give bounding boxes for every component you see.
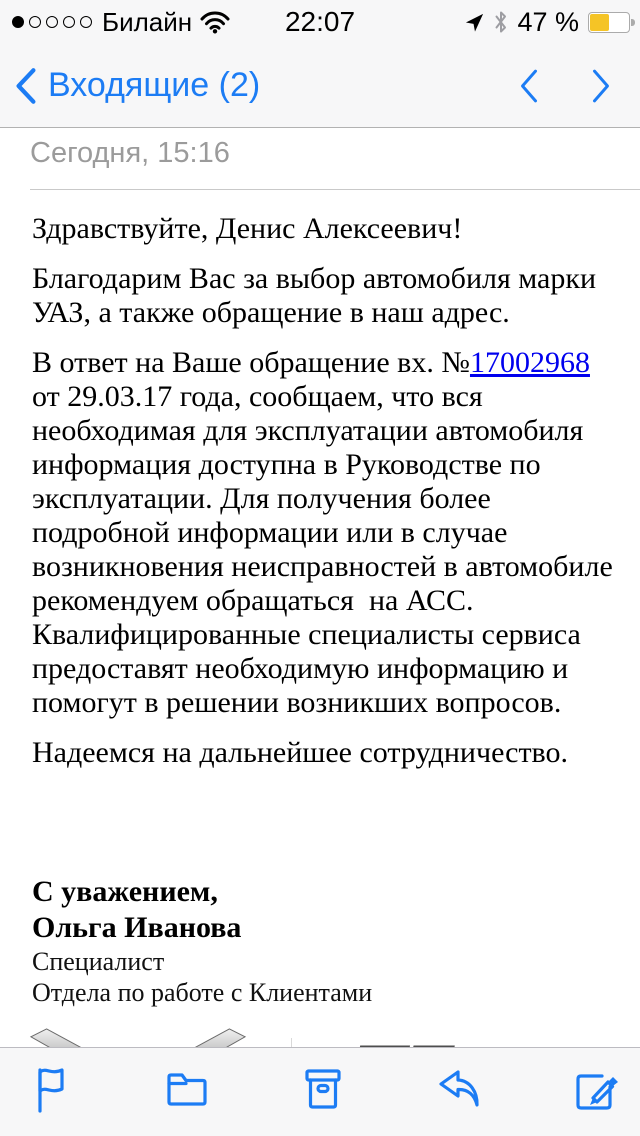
email-body [32, 212, 621, 1008]
status-bar-right [464, 0, 630, 44]
battery-icon [588, 12, 630, 33]
anniversary-75-text [352, 1026, 454, 1047]
uaz-75th-anniversary-logo-image [348, 1026, 528, 1047]
message-date: Сегодня, 15:16 [30, 137, 230, 169]
logo-divider [291, 1038, 292, 1047]
reply-button[interactable] [435, 1063, 483, 1115]
signature-spacer [32, 786, 614, 874]
location-arrow-icon [464, 12, 485, 33]
uaz-logo-image [25, 1022, 251, 1047]
carrier-label: Билайн [102, 6, 193, 37]
bottom-toolbar [0, 1047, 640, 1136]
request-number-link[interactable]: 17002968 [469, 346, 590, 379]
clock: 22:07 [284, 6, 356, 37]
greeting-paragraph: Здравствуйте, Денис Алексеевич! [32, 212, 463, 245]
signature-name: Ольга Иванова [32, 911, 242, 944]
header-divider [30, 189, 640, 190]
closing-paragraph: Надеемся на дальнейшее сотрудничество. [32, 736, 569, 769]
status-bar-left [0, 7, 230, 38]
compose-icon [571, 1065, 619, 1113]
compose-button[interactable] [571, 1063, 619, 1115]
previous-message-button chevron-left-icon[interactable] [516, 65, 542, 107]
main-paragraph-before-link: В ответ на Ваше обращение вх. № [32, 346, 470, 379]
message-body-area [0, 128, 640, 1047]
signature-department: Отдела по работе с Клиентами [32, 978, 373, 1007]
bluetooth-icon [494, 10, 508, 34]
main-paragraph-after-link: от 29.03.17 года, сообщаем, что вся необходимая для эксплуатации автомобиля информация доступна в Руководстве по эксплуатации. Для получения более подробной информации или в случае возникновения неисправностей в автомобиле рекомендуем обращаться на АСС. Квалифицированные специалисты сервиса предоставят необходимую информацию и помогут в решении возникших вопросов. [32, 346, 621, 719]
archive-button[interactable] [299, 1063, 347, 1115]
flag-button[interactable] [27, 1063, 75, 1115]
back-to-inbox-button[interactable] [14, 44, 260, 127]
nav-bar [0, 44, 640, 128]
signature-title: Специалист [32, 947, 165, 976]
battery-percent-label: 47 % [517, 6, 579, 37]
message-navigation [516, 44, 614, 127]
folder-icon [166, 1070, 208, 1108]
thanks-paragraph: Благодарим Вас за выбор автомобиля марки УАЗ, а также обращение в наш адрес. [32, 262, 604, 329]
wifi-icon [200, 11, 230, 34]
reply-arrow-icon [436, 1068, 482, 1110]
archive-box-icon [303, 1067, 343, 1111]
signature-logos [0, 1016, 640, 1047]
signature-closing: С уважением, [32, 875, 218, 908]
status-bar [0, 0, 640, 44]
main-paragraph [32, 346, 621, 720]
chevron-left-icon [14, 64, 38, 108]
cell-signal-icon [12, 16, 92, 28]
move-to-folder-button[interactable] [163, 1063, 211, 1115]
back-button-label: Входящие (2) [48, 66, 261, 104]
flag-icon [32, 1064, 70, 1114]
next-message-button chevron-right-icon[interactable] [588, 65, 614, 107]
